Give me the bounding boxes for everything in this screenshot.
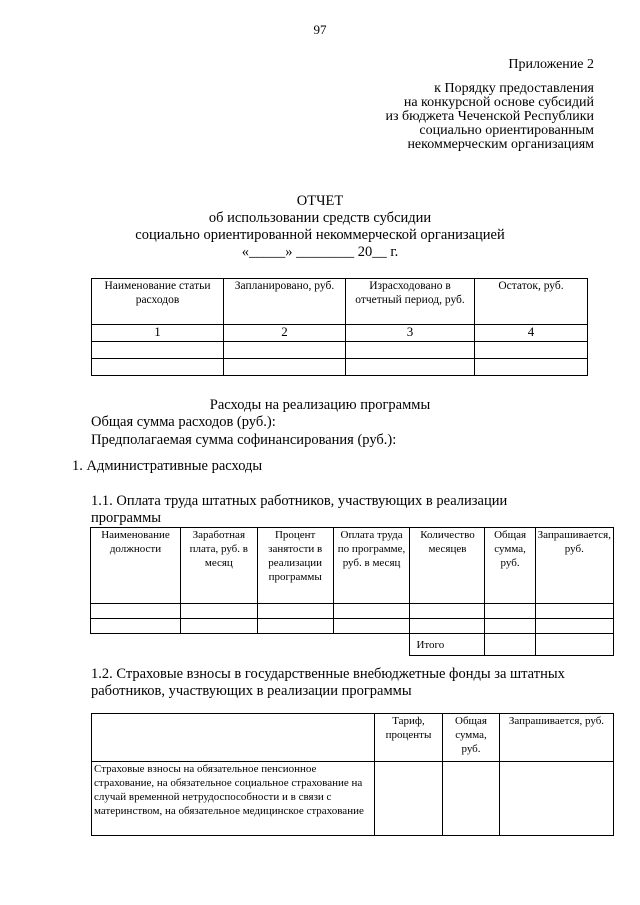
appendix-line: социально ориентированным: [419, 123, 594, 138]
table-header: Запрашивается, руб.: [500, 714, 614, 762]
table-header: Наименование должности: [91, 528, 181, 604]
table-cell: [224, 342, 346, 359]
appendix-line: к Порядку предоставления: [434, 81, 594, 96]
table-cell: [92, 359, 224, 376]
table-header: Остаток, руб.: [475, 279, 588, 325]
table-cell: [485, 619, 535, 634]
program-title: Расходы на реализацию программы: [209, 397, 431, 413]
report-date-line: «_____» ________ 20__ г.: [241, 244, 399, 260]
table-cell: [410, 604, 485, 619]
appendix-title: Приложение 2: [508, 57, 594, 72]
table-cell: 2: [224, 325, 346, 342]
table-cell: [257, 619, 333, 634]
table-cell: [346, 359, 475, 376]
insurance-contributions-table: [91, 713, 614, 836]
table-header: Тариф, проценты: [375, 714, 443, 762]
table-cell: [375, 762, 443, 836]
staff-salary-table: [90, 527, 614, 656]
table-header: Процент занятости в реализации программы: [257, 528, 333, 604]
table-header: Количество месяцев: [410, 528, 485, 604]
table-header: Общая сумма, руб.: [443, 714, 500, 762]
table-cell: [535, 604, 613, 619]
table-cell: [180, 619, 257, 634]
appendix-line: из бюджета Чеченской Республики: [385, 109, 594, 124]
appendix-line: некоммерческим организациям: [407, 137, 594, 152]
table-header: Общая сумма, руб.: [485, 528, 535, 604]
table-cell: [500, 762, 614, 836]
table-cell: [443, 762, 500, 836]
table-cell: [535, 634, 613, 656]
page-number: 97: [313, 22, 327, 37]
report-title: ОТЧЕТ: [296, 193, 344, 209]
expense-summary-table: [91, 278, 588, 376]
table-header: [92, 714, 375, 762]
report-header: [0, 193, 640, 261]
report-subtitle: социально ориентированной некоммерческой организацией: [135, 227, 505, 243]
table-cell: [475, 342, 588, 359]
program-total: Общая сумма расходов (руб.):: [91, 414, 276, 430]
table-header: Запланировано, руб.: [224, 279, 346, 325]
table-cell: [91, 604, 181, 619]
table-row-label: Страховые взносы на обязательное пенсионное страхование, на обязательное социальное страхование на случай временной нетрудоспособности и в связи с материнством, на обязательное медицинское страхование: [92, 762, 375, 836]
program-cofinancing: Предполагаемая сумма софинансирования (руб.):: [91, 432, 397, 448]
appendix-line: на конкурсной основе субсидий: [403, 95, 594, 110]
table-cell: [91, 619, 181, 634]
total-label: Итого: [410, 634, 485, 656]
table-cell: [410, 619, 485, 634]
table-cell: 1: [92, 325, 224, 342]
table-cell: [475, 359, 588, 376]
table-cell: [92, 342, 224, 359]
report-subtitle: об использовании средств субсидии: [208, 210, 432, 226]
table-blank: [91, 634, 410, 656]
table-cell: [485, 634, 535, 656]
table-cell: [485, 604, 535, 619]
table-cell: [346, 342, 475, 359]
table-cell: 3: [346, 325, 475, 342]
table-header: Наименование статьи расходов: [92, 279, 224, 325]
table-header: Запрашивается, руб.: [535, 528, 613, 604]
table-cell: [535, 619, 613, 634]
table-header: Израсходовано в отчетный период, руб.: [346, 279, 475, 325]
section-heading: 1. Административные расходы: [72, 458, 263, 474]
subsection-heading: 1.1. Оплата труда штатных работников, участвующих в реализации программы: [91, 493, 508, 526]
table-cell: [257, 604, 333, 619]
appendix-block: [386, 58, 594, 152]
table-cell: [180, 604, 257, 619]
table-cell: [333, 619, 410, 634]
table-cell: [224, 359, 346, 376]
table-cell: [333, 604, 410, 619]
table-header: Оплата труда по программе, руб. в месяц: [333, 528, 410, 604]
table-cell: 4: [475, 325, 588, 342]
table-header: Заработная плата, руб. в месяц: [180, 528, 257, 604]
subsection-heading: 1.2. Страховые взносы в государственные внебюджетные фонды за штатных работников, участвующих в реализации программы: [91, 666, 565, 699]
